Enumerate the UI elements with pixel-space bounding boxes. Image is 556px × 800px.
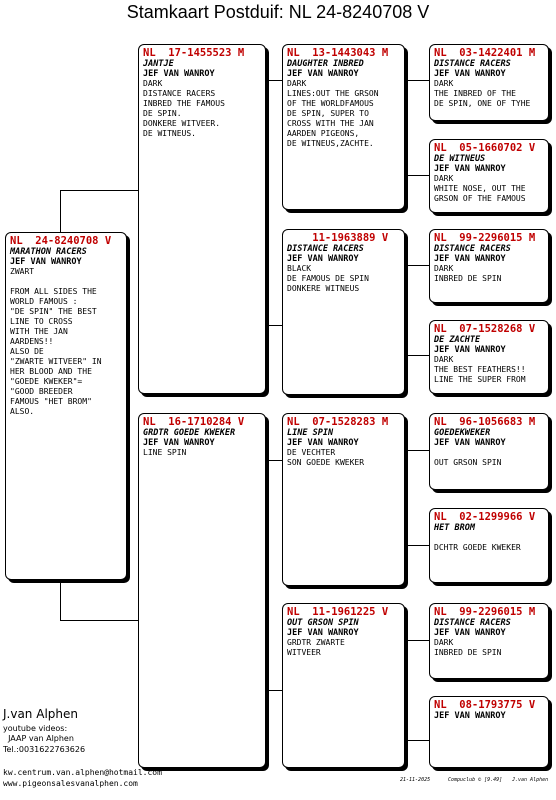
youtube-label: youtube videos: — [3, 724, 68, 733]
connector-line — [60, 190, 61, 232]
ring-number: NL 11-1961225 V — [287, 606, 389, 618]
connector-line — [266, 80, 282, 81]
page-title: Stamkaart Postduif: NL 24-8240708 V — [126, 2, 430, 22]
connector-line — [266, 460, 282, 461]
pigeon-name: HET BROM — [434, 523, 475, 533]
ring-number: NL 99-2296015 M — [434, 232, 536, 244]
color: ZWART — [10, 267, 35, 276]
pigeon-name: DISTANCE RACERS — [434, 244, 511, 254]
ring-number: NL 24-8240708 V — [10, 235, 112, 247]
notes: FROM ALL SIDES THE WORLD FAMOUS : "DE SPIN" THE BEST LINE TO CROSS WITH THE JAN AARDENS!! ALSO DE "ZWARTE WITVEER" IN HER BLOOD AND THE "GOEDE KWEKER"= "GOOD BREEDER FAMOUS "HET BROM" ALSO. — [10, 287, 102, 416]
connector-line — [405, 355, 429, 356]
author-credit: J.van Alphen — [512, 777, 549, 783]
breeder: JEF VAN WANROY — [434, 69, 506, 79]
ring-number: NL 17-1455523 M — [143, 47, 245, 59]
pigeon-name: GRDTR GOEDE KWEKER — [143, 428, 236, 438]
notes: THE INBRED OF THE DE SPIN, ONE OF TYHE — [434, 89, 531, 108]
website-link[interactable]: www.pigeonsalesvanalphen.com — [3, 779, 138, 788]
notes: WHITE NOSE, OUT THE GRSON OF THE FAMOUS — [434, 184, 526, 203]
pigeon-name: MARATHON RACERS — [10, 247, 87, 257]
breeder: JEF VAN WANROY — [287, 438, 359, 448]
breeder: JEF VAN WANROY — [434, 345, 506, 355]
notes: DCHTR GOEDE KWEKER — [434, 543, 521, 552]
color: BLACK — [287, 264, 312, 273]
ring-number: NL 03-1422401 M — [434, 47, 536, 59]
connector-line — [60, 580, 61, 620]
pigeon-name: DAUGHTER INBRED — [287, 59, 364, 69]
breeder: JEF VAN WANROY — [287, 69, 359, 79]
telephone: Tel.:0031622763626 — [3, 745, 86, 754]
connector-line — [405, 545, 429, 546]
breeder: JEF VAN WANROY — [143, 438, 215, 448]
connector-line — [405, 175, 429, 176]
pigeon-name: DISTANCE RACERS — [434, 618, 511, 628]
ring-number: NL 02-1299966 V — [434, 511, 536, 523]
pigeon-card-granddam-maternal[interactable] — [282, 603, 405, 768]
pigeon-card-sire[interactable] — [138, 44, 266, 394]
ring-number: NL 08-1793775 V — [434, 699, 536, 711]
print-date: 21-11-2025 — [400, 777, 431, 783]
connector-line — [405, 740, 429, 741]
color: DARK — [143, 79, 163, 88]
notes: INBRED DE SPIN — [434, 648, 502, 657]
pigeon-card-gen3-2[interactable] — [429, 139, 549, 213]
ring-number: NL 07-1528283 M — [287, 416, 389, 428]
pigeon-card-gen3-1[interactable] — [429, 44, 549, 121]
pigeon-name: LINE SPIN — [287, 428, 334, 438]
notes: DISTANCE RACERS INBRED THE FAMOUS DE SPIN. DONKERE WITVEER. DE WITNEUS. — [143, 89, 225, 138]
pigeon-card-gen3-8[interactable] — [429, 696, 549, 768]
pigeon-name: DISTANCE RACERS — [434, 59, 511, 69]
pigeon-name: DISTANCE RACERS — [287, 244, 364, 254]
owner-name: J.van Alphen — [3, 707, 78, 721]
pigeon-card-grandsire-paternal[interactable] — [282, 44, 405, 210]
breeder: JEF VAN WANROY — [434, 254, 506, 264]
color: DARK — [434, 355, 454, 364]
notes: INBRED DE SPIN — [434, 274, 502, 283]
breeder: JEF VAN WANROY — [143, 69, 215, 79]
software-credit: Compuclub © [9.49] — [448, 777, 503, 783]
pigeon-card-dam[interactable] — [138, 413, 266, 768]
ring-number: NL 99-2296015 M — [434, 606, 536, 618]
notes: OUT GRSON SPIN — [434, 458, 502, 467]
pigeon-name: DE ZACHTE — [434, 335, 481, 345]
notes: THE BEST FEATHERS!! LINE THE SUPER FROM — [434, 365, 526, 384]
connector-line — [405, 265, 429, 266]
youtube-name: JAAP van Alphen — [3, 734, 74, 743]
ring-number: NL 13-1443043 M — [287, 47, 389, 59]
pigeon-card-gen3-7[interactable] — [429, 603, 549, 679]
connector-line — [405, 450, 429, 451]
connector-line — [266, 325, 282, 326]
connector-line — [266, 690, 282, 691]
breeder: JEF VAN WANROY — [434, 628, 506, 638]
pigeon-card-granddam-paternal[interactable] — [282, 229, 405, 395]
color: DARK — [434, 79, 454, 88]
connector-line — [405, 80, 429, 81]
color: DARK — [434, 264, 454, 273]
ring-number: NL 96-1056683 M — [434, 416, 536, 428]
breeder: JEF VAN WANROY — [434, 711, 506, 721]
notes: DE FAMOUS DE SPIN DONKERE WITNEUS — [287, 274, 369, 293]
pigeon-name: JANTJE — [143, 59, 174, 69]
connector-line — [60, 620, 138, 621]
ring-number: NL 05-1660702 V — [434, 142, 536, 154]
breeder: JEF VAN WANROY — [287, 254, 359, 264]
ring-number: NL 16-1710284 V — [143, 416, 245, 428]
pigeon-name: GOEDEKWEKER — [434, 428, 491, 438]
breeder: JEF VAN WANROY — [434, 164, 506, 174]
breeder: JEF VAN WANROY — [287, 628, 359, 638]
pigeon-card-gen3-5[interactable] — [429, 413, 549, 490]
pigeon-card-grandsire-maternal[interactable] — [282, 413, 405, 586]
color: DARK — [434, 174, 454, 183]
notes: LINE SPIN — [143, 448, 187, 457]
pigeon-name: OUT GRSON SPIN — [287, 618, 359, 628]
pigeon-card-gen3-3[interactable] — [429, 229, 549, 303]
color: DARK — [287, 79, 307, 88]
connector-line — [60, 190, 138, 191]
breeder: JEF VAN WANROY — [434, 438, 506, 448]
ring-number: 11-1963889 V — [287, 232, 389, 244]
notes: DE VECHTER SON GOEDE KWEKER — [287, 448, 365, 467]
pigeon-card-gen3-4[interactable] — [429, 320, 549, 394]
ring-number: NL 07-1528268 V — [434, 323, 536, 335]
pigeon-name: DE WITNEUS — [434, 154, 486, 164]
pigeon-card-gen3-6[interactable] — [429, 508, 549, 583]
breeder: JEF VAN WANROY — [10, 257, 82, 267]
connector-line — [405, 640, 429, 641]
pigeon-card-subject[interactable] — [5, 232, 127, 580]
notes: LINES:OUT THE GRSON OF THE WORLDFAMOUS DE SPIN, SUPER TO CROSS WITH THE JAN AARDEN PIGEONS, DE WITNEUS,ZACHTE. — [287, 89, 379, 148]
color: DARK — [434, 638, 454, 647]
email-link[interactable]: kw.centrum.van.alphen@hotmail.com — [3, 768, 162, 777]
notes: GRDTR ZWARTE WITVEER — [287, 638, 345, 657]
